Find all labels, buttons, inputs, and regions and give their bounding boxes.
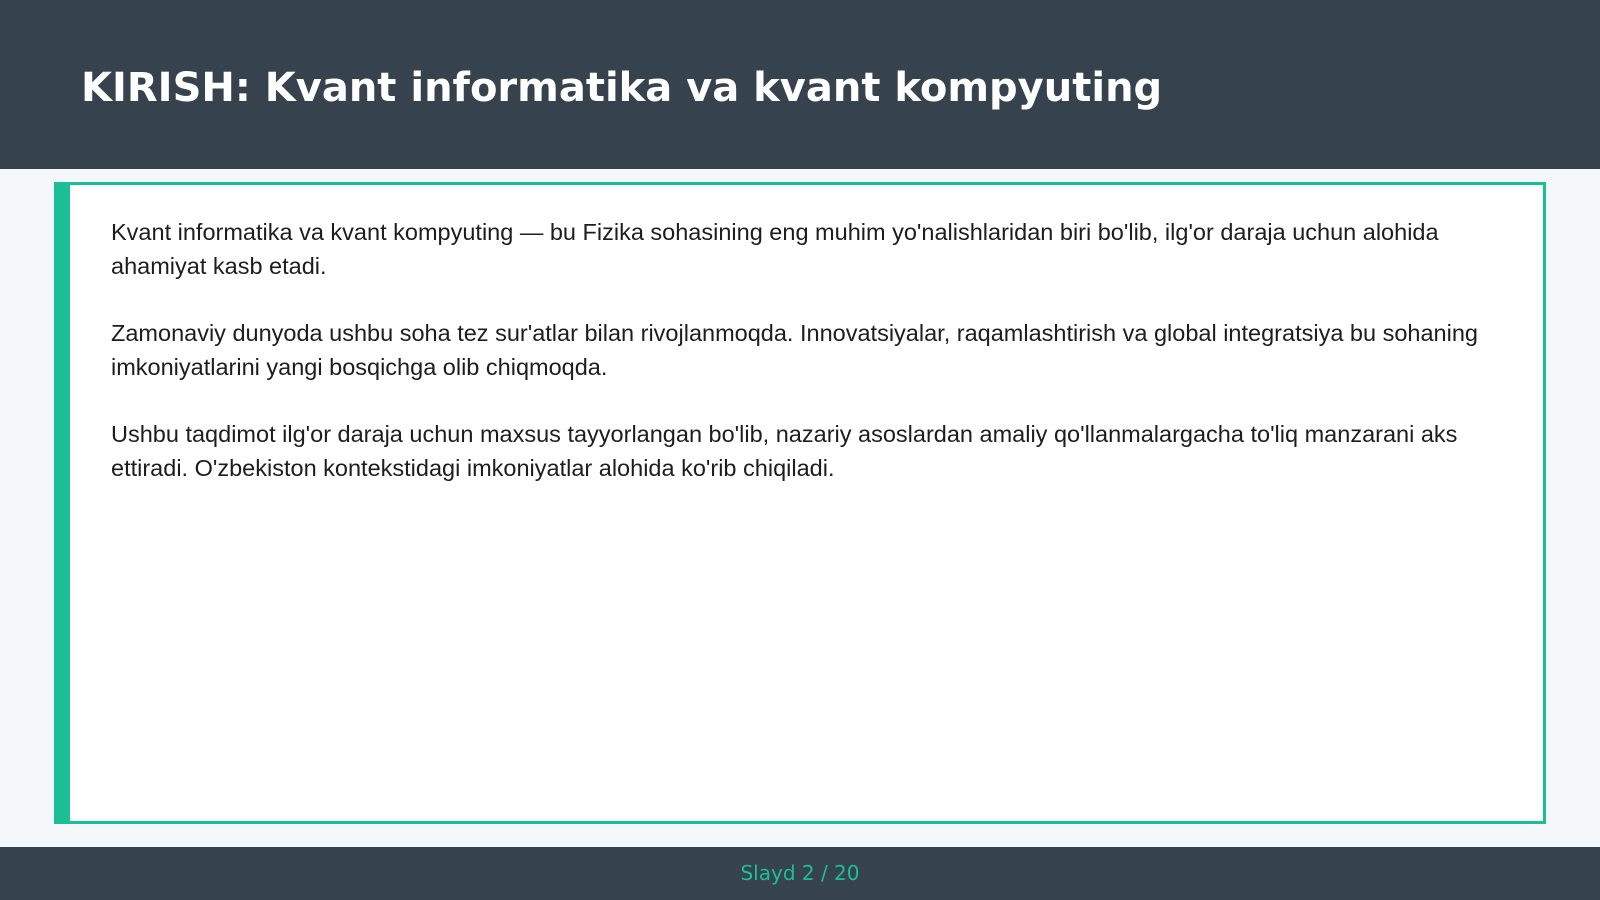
- content-card: [54, 182, 1546, 824]
- slide-counter: Slayd 2 / 20: [740, 861, 860, 885]
- body-paragraph: Ushbu taqdimot ilg'or daraja uchun maxsus tayyorlangan bo'lib, nazariy asoslardan amaliy qo'llanmalargacha to'liq manzarani aks ettiradi. O'zbekiston kontekstidagi imkoniyatlar alohida ko'rib chiqiladi.: [111, 421, 1458, 481]
- body-paragraph: Zamonaviy dunyoda ushbu soha tez sur'atlar bilan rivojlanmoqda. Innovatsiyalar, raqamlashtirish va global integratsiya bu sohaning imkoniyatlarini yangi bosqichga olib chiqmoqda.: [111, 320, 1478, 380]
- slide-body: [111, 215, 1531, 518]
- slide-footer: [0, 847, 1600, 900]
- slide-title: KIRISH: Kvant informatika va kvant kompyuting: [81, 65, 1163, 111]
- slide-header: [0, 0, 1600, 169]
- body-paragraph: Kvant informatika va kvant kompyuting — bu Fizika sohasining eng muhim yo'nalishlaridan biri bo'lib, ilg'or daraja uchun alohida ahamiyat kasb etadi.: [111, 219, 1439, 279]
